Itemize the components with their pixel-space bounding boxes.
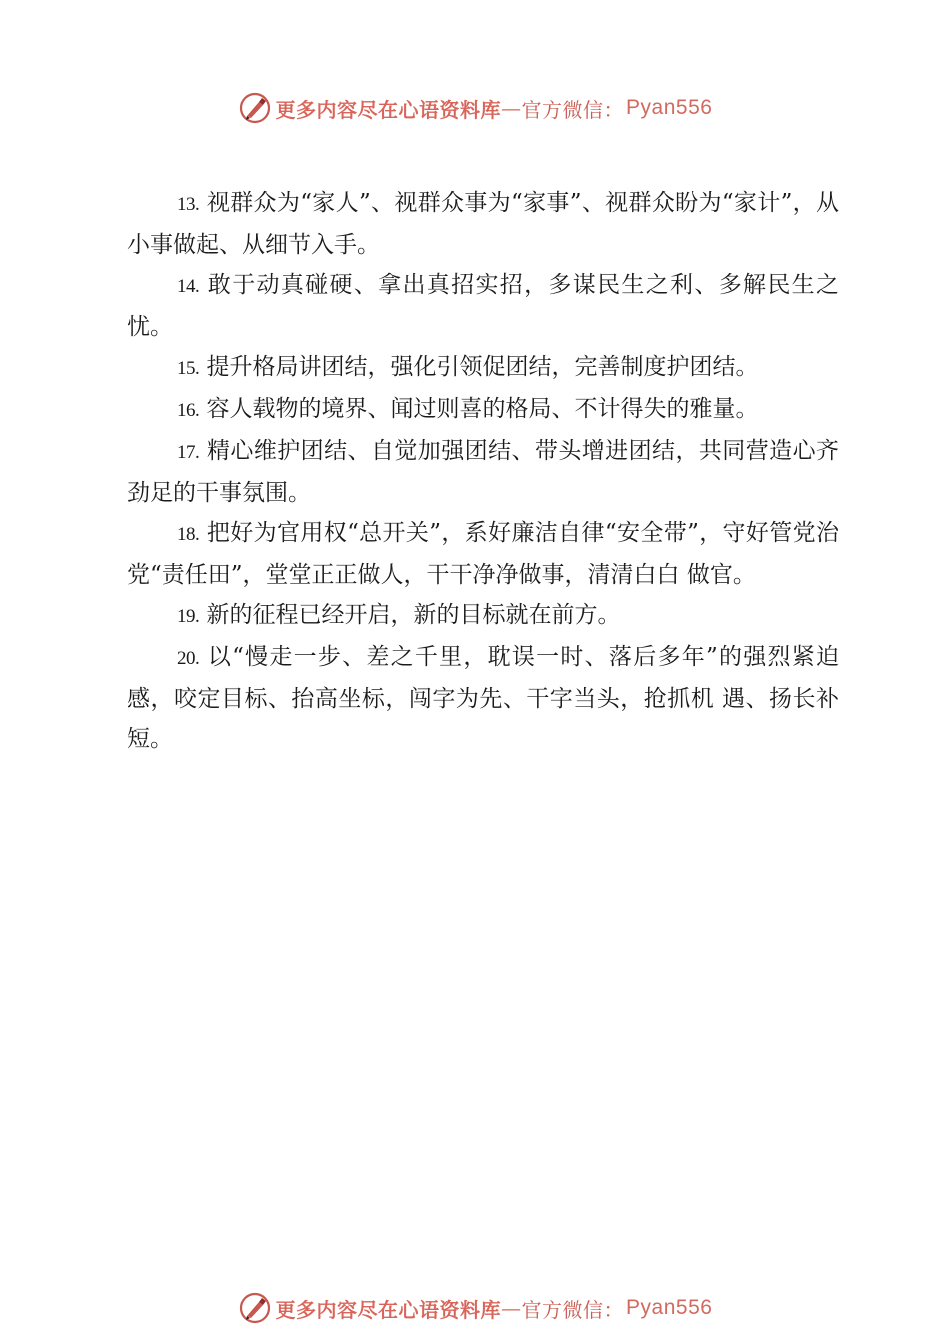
document-body (127, 183, 839, 759)
item-text: 敢于动真碰硬、拿出真招实招，多谋民生之利、多解民生之忧。 (127, 272, 839, 340)
item-number: 16. (177, 400, 200, 421)
item-number: 19. (177, 606, 200, 627)
list-item (127, 347, 839, 389)
banner-wechat-id: Pyan556 (626, 1296, 713, 1319)
item-number: 18. (177, 524, 200, 545)
banner-wechat-label: 官方微信： (521, 97, 625, 122)
item-text: 新的征程已经开启，新的目标就在前方。 (199, 602, 621, 628)
list-item (127, 431, 839, 513)
header-banner (0, 88, 950, 128)
item-text: 容人载物的境界、闻过则喜的格局、不计得失的雅量。 (199, 396, 759, 422)
item-text: 视群众为“家人”、视群众事为“家事”、视群众盼为“家计”，从小事做起、从细节入手。 (127, 190, 839, 258)
banner-wechat-label: 官方微信： (521, 1297, 625, 1322)
item-number: 13. (177, 194, 200, 215)
item-number: 20. (177, 648, 200, 669)
item-text: 把好为官用权“总开关”，系好廉洁自律“安全带”，守好管党治党“责任田”，堂堂正正做人，干干净净做事，清清白白 做官。 (127, 520, 839, 588)
item-number: 14. (177, 276, 200, 297)
item-text: 以“慢走一步、差之千里，耽误一时、落后多年”的强烈紧迫感，咬定目标、抬高坐标，闯字为先、干字当头，抢抓机 遇、扬长补短。 (127, 644, 839, 752)
list-item (127, 637, 839, 759)
pen-logo-icon (238, 1291, 272, 1325)
list-item (127, 183, 839, 265)
banner-wechat-id: Pyan556 (626, 96, 713, 119)
list-item (127, 513, 839, 595)
pen-logo-icon (238, 91, 272, 125)
footer-banner (0, 1288, 950, 1328)
banner-separator: — (501, 96, 522, 120)
item-number: 17. (177, 442, 200, 463)
banner-site-name: 更多内容尽在心语资料库 (275, 1297, 502, 1322)
item-number: 15. (177, 358, 200, 379)
list-item (127, 389, 839, 431)
list-item (127, 265, 839, 347)
item-text: 精心维护团结、自觉加强团结、带头增进团结，共同营造心齐劲足的干事氛围。 (127, 438, 839, 506)
banner-separator: — (501, 1296, 522, 1320)
banner-site-name: 更多内容尽在心语资料库 (275, 97, 502, 122)
list-item (127, 595, 839, 637)
item-text: 提升格局讲团结，强化引领促团结，完善制度护团结。 (199, 354, 759, 380)
